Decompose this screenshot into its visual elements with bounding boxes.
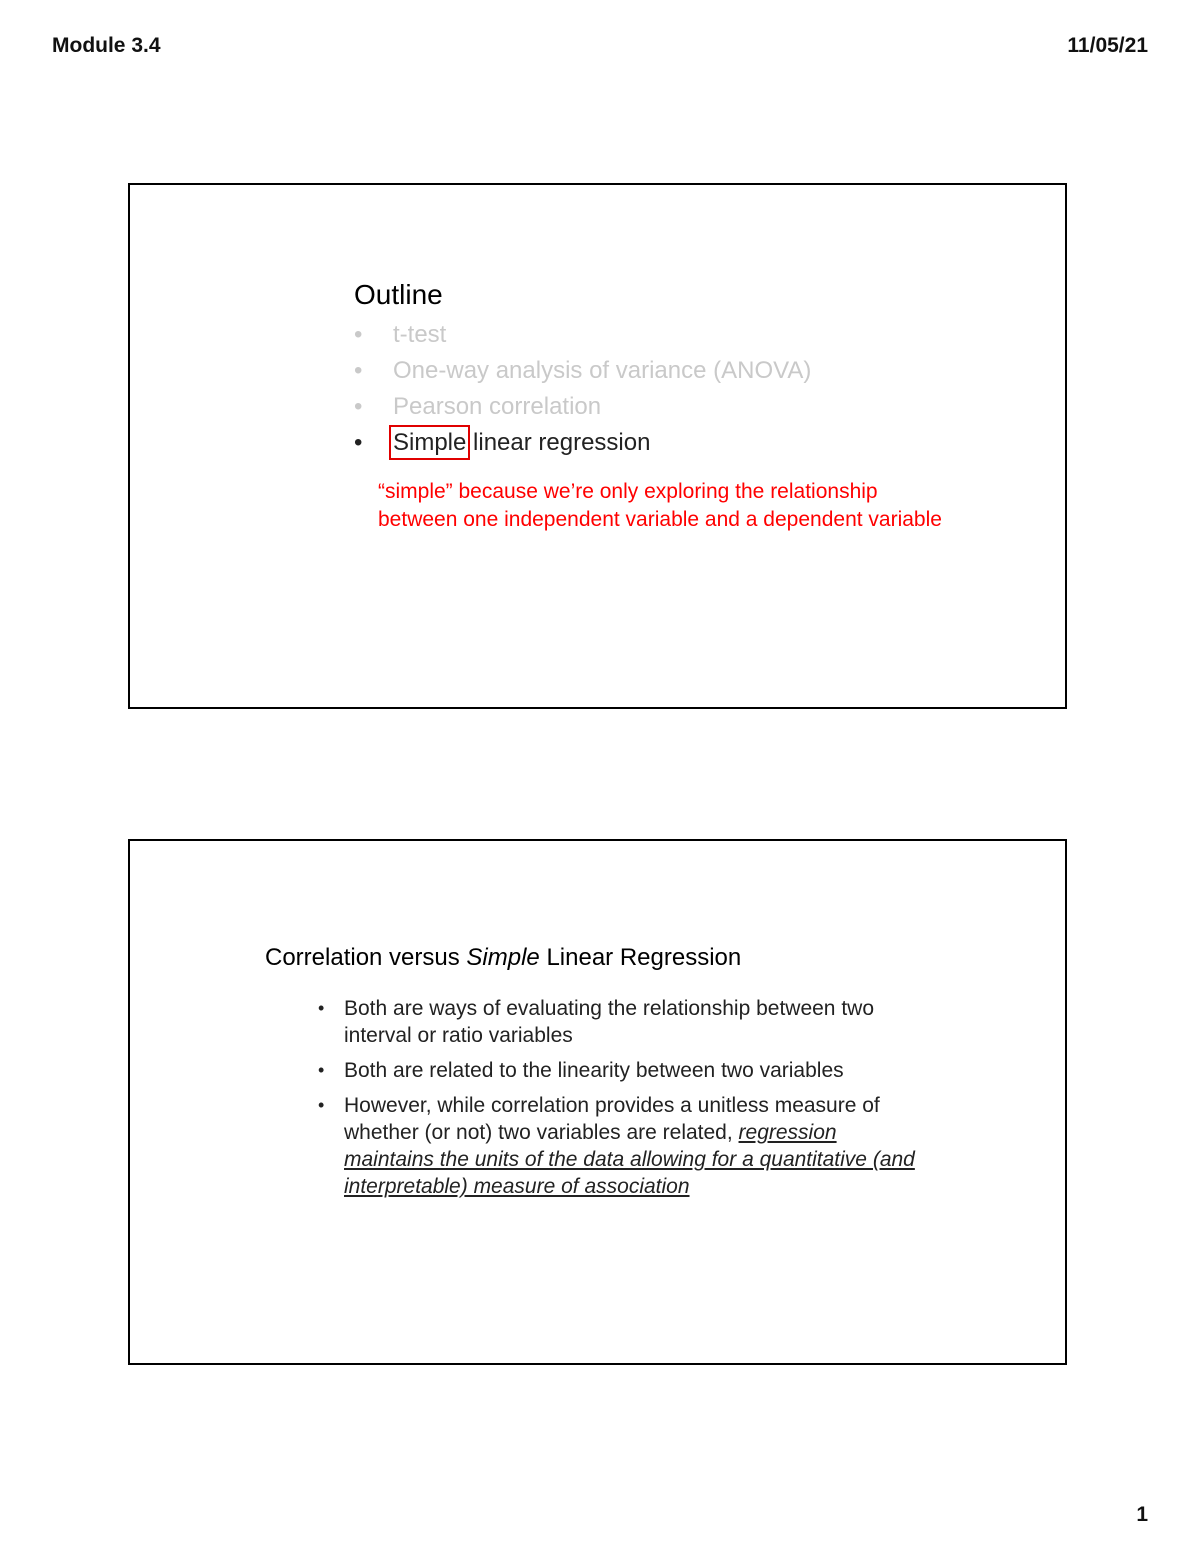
outline-item-pearson xyxy=(354,389,811,425)
list-item-text: Both are ways of evaluating the relationship between two interval or ratio variables xyxy=(344,997,874,1047)
title-text: Linear Regression xyxy=(539,944,742,971)
outline-item-label: Pearson correlation xyxy=(393,393,602,420)
slide-correlation-vs-regression xyxy=(128,839,1067,1365)
title-text: Correlation versus xyxy=(265,944,467,971)
page-number: 1 xyxy=(1136,1503,1148,1526)
header-module-title: Module 3.4 xyxy=(52,34,161,57)
list-item xyxy=(316,1092,916,1200)
outline-item-simple-linear-regression xyxy=(354,425,811,461)
outline-list xyxy=(354,317,811,461)
bullet-icon: • xyxy=(354,393,363,420)
slide-title xyxy=(265,944,741,972)
outline-item-label: One-way analysis of variance (ANOVA) xyxy=(393,357,812,384)
outline-item-t-test xyxy=(354,317,811,353)
outline-item-label: t-test xyxy=(393,321,447,348)
bullet-icon: • xyxy=(318,998,325,1018)
bullet-icon: • xyxy=(318,1060,325,1080)
bullet-list xyxy=(316,995,916,1208)
annotation-line: between one independent variable and a dependent variable xyxy=(378,508,942,531)
highlight-box-simple: Simple xyxy=(393,429,467,456)
bullet-icon: • xyxy=(318,1095,325,1115)
outline-item-anova xyxy=(354,353,811,389)
bullet-icon: • xyxy=(354,357,363,384)
annotation-line: “simple” because we’re only exploring the relationship xyxy=(378,480,878,503)
emphasized-text: regression maintains the units of the data allowing for a quantitative (and interpretable) measure of association xyxy=(344,1121,915,1198)
annotation-note xyxy=(378,478,942,534)
bullet-icon: • xyxy=(354,429,363,456)
list-item xyxy=(316,995,916,1049)
slide-outline xyxy=(128,183,1067,709)
header-date: 11/05/21 xyxy=(1067,34,1148,57)
bullet-icon: • xyxy=(354,321,363,348)
list-item-text: However, while correlation provides a unitless measure of whether (or not) two variables are related, xyxy=(344,1094,880,1144)
outline-item-label: linear regression xyxy=(466,429,651,456)
list-item xyxy=(316,1057,916,1084)
title-emphasis: Simple xyxy=(466,944,540,971)
slide-title: Outline xyxy=(354,279,443,310)
list-item-text: Both are related to the linearity between two variables xyxy=(344,1059,844,1082)
